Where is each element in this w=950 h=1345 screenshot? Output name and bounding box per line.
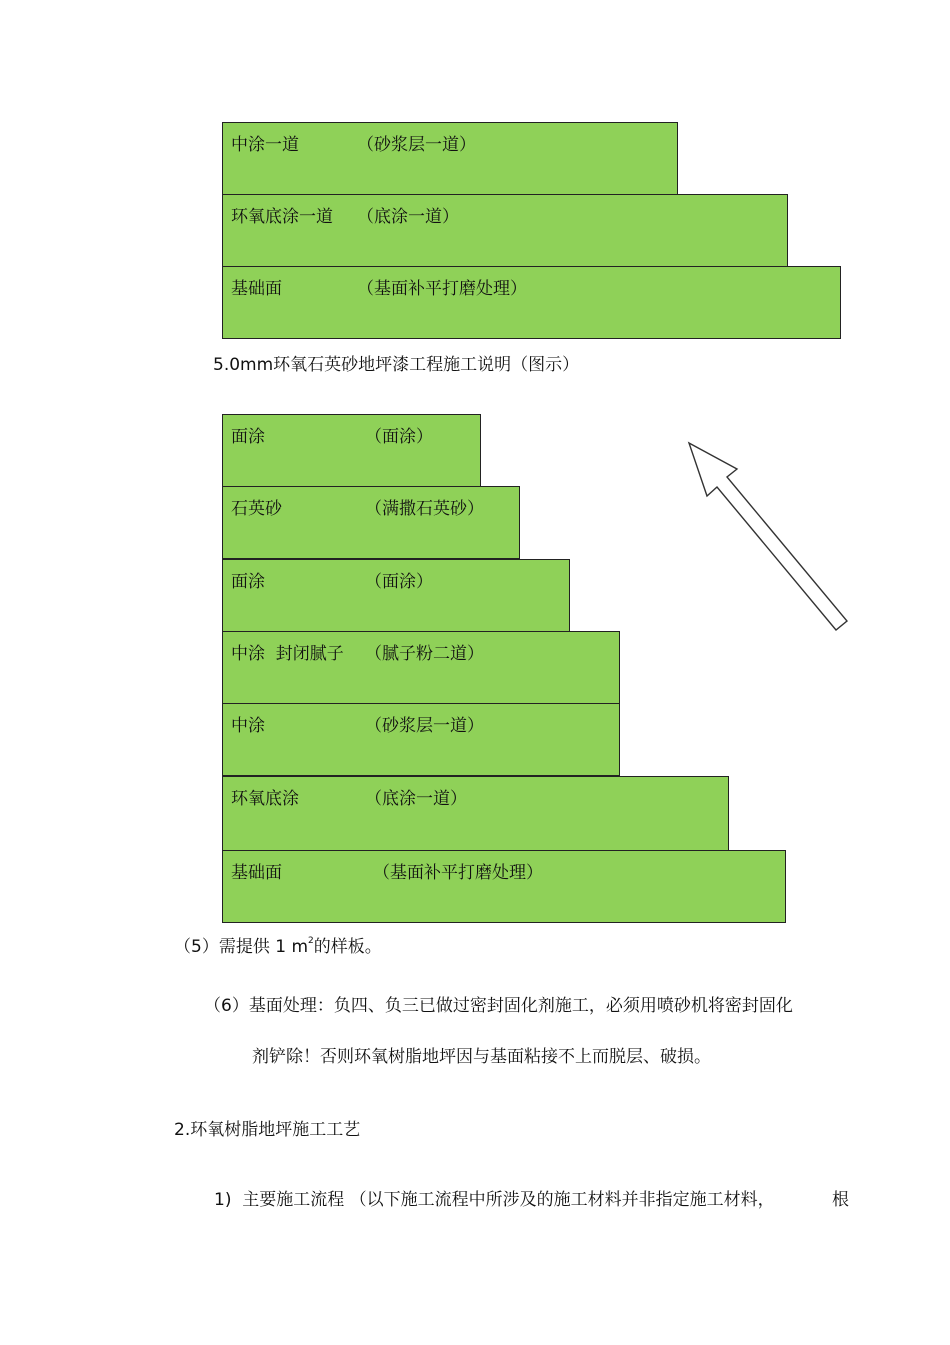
section-heading: 2.环氧树脂地坪施工工艺 — [174, 1120, 361, 1140]
layer-desc: （底涂一道） — [365, 789, 467, 809]
layer-desc: （底涂一道） — [357, 207, 459, 227]
layer-desc: （砂浆层一道） — [357, 135, 476, 155]
layer-desc: （砂浆层一道） — [365, 716, 484, 736]
diagram2-layer-1 — [222, 414, 481, 487]
layer-desc: （满撒石英砂） — [365, 499, 484, 519]
layer-desc: （面涂） — [365, 572, 433, 592]
diagram2-layer-4 — [222, 631, 620, 704]
layer-desc: （基面补平打磨处理） — [357, 279, 527, 299]
layer-name: 中涂一道 — [231, 135, 299, 155]
diagram1-layer-1 — [222, 122, 678, 195]
up-left-outline-arrow-icon — [680, 435, 852, 633]
diagram2-layer-2 — [222, 486, 520, 559]
item-5-text: （5）需提供 1 m — [174, 937, 308, 957]
diagram2-layer-5 — [222, 703, 620, 776]
superscript: 2 — [308, 936, 314, 946]
item-5 — [174, 936, 382, 957]
layer-desc: （腻子粉二道） — [365, 644, 484, 664]
item-5-text-end: 的样板。 — [313, 937, 382, 957]
layer-name: 中涂 封闭腻子 — [231, 644, 344, 664]
step-1-tail: 根 — [832, 1190, 849, 1210]
diagram2-layer-6 — [222, 776, 729, 851]
layer-name: 基础面 — [231, 863, 282, 883]
layer-name: 环氧底涂一道 — [231, 207, 333, 227]
step-1: 1) 主要施工流程 （以下施工流程中所涉及的施工材料并非指定施工材料， — [214, 1190, 775, 1210]
diagram2-layer-3 — [222, 559, 570, 632]
diagram-caption: 5.0mm环氧石英砂地坪漆工程施工说明（图示） — [213, 355, 580, 375]
layer-name: 石英砂 — [231, 499, 282, 519]
layer-name: 中涂 — [231, 716, 265, 736]
layer-desc: （基面补平打磨处理） — [373, 863, 543, 883]
diagram1-layer-2 — [222, 194, 788, 267]
layer-name: 面涂 — [231, 427, 265, 447]
diagram2-layer-7 — [222, 850, 786, 923]
layer-name: 环氧底涂 — [231, 789, 299, 809]
item-6-line-2: 剂铲除！否则环氧树脂地坪因与基面粘接不上而脱层、破损。 — [252, 1047, 711, 1067]
layer-name: 面涂 — [231, 572, 265, 592]
layer-desc: （面涂） — [365, 427, 433, 447]
layer-name: 基础面 — [231, 279, 282, 299]
item-6-line-1: （6）基面处理：负四、负三已做过密封固化剂施工，必须用喷砂机将密封固化 — [204, 996, 793, 1016]
diagram1-layer-3 — [222, 266, 841, 339]
